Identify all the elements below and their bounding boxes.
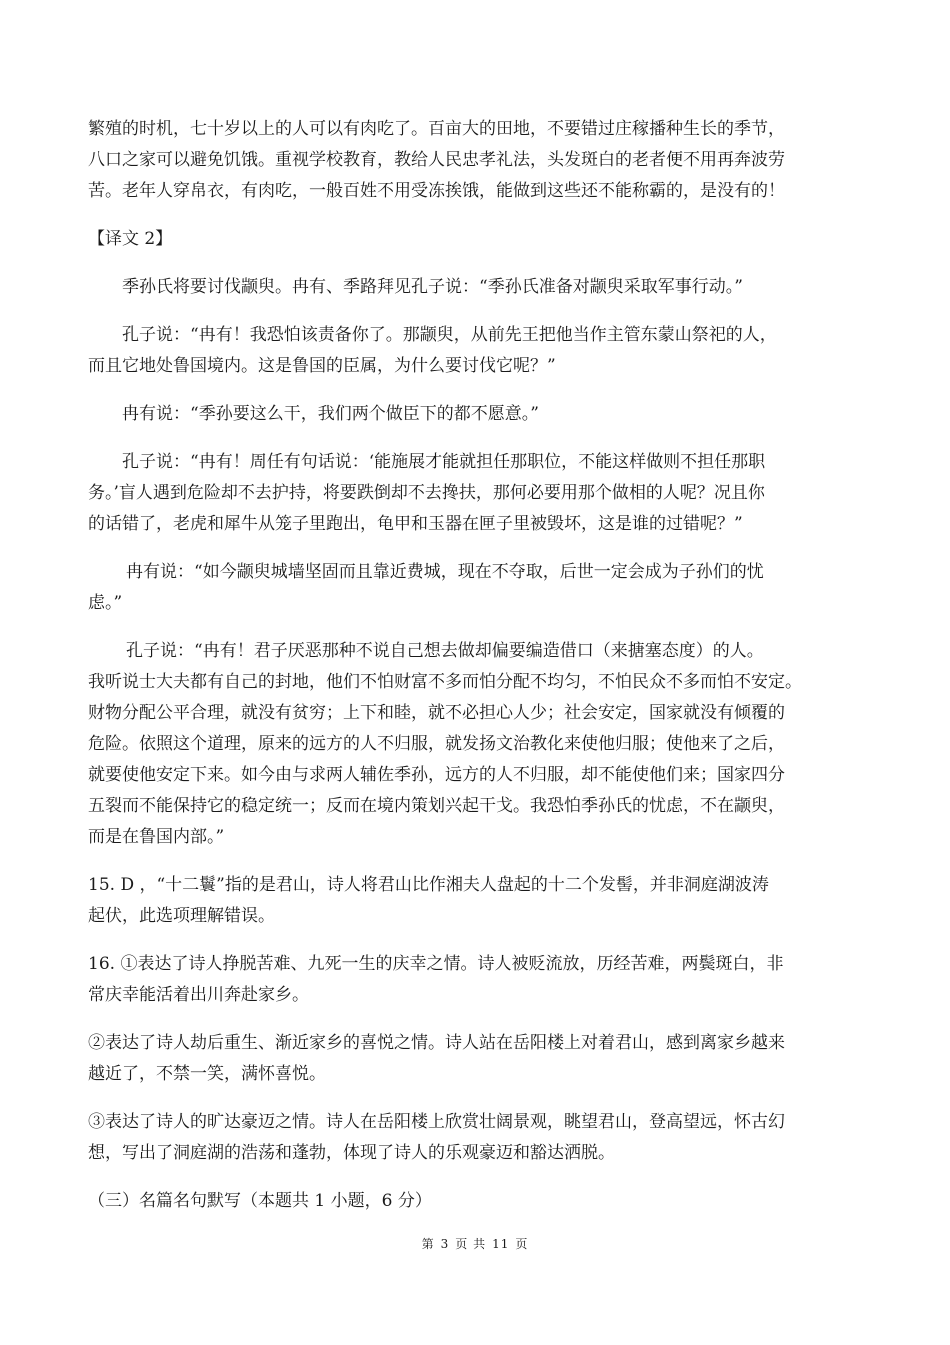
page-footer <box>0 1235 950 1252</box>
text-line: 越近了，不禁一笑，满怀喜悦。 <box>88 1064 326 1084</box>
paragraph-confucius-3 <box>88 636 864 853</box>
text-line: 财物分配公平合理，就没有贫穷；上下和睦，就不必担心人少；社会安定，国家就没有倾覆的 <box>88 703 785 723</box>
page-content <box>88 114 864 1217</box>
footer-mid: 页 共 <box>455 1237 487 1251</box>
text-line: ②表达了诗人劫后重生、渐近家乡的喜悦之情。诗人站在岳阳楼上对着君山，感到离家乡越来 <box>88 1033 785 1053</box>
current-page-number: 3 <box>440 1237 450 1251</box>
paragraph-line: 冉有说：“季孙要这么干，我们两个做臣下的都不愿意。” <box>122 404 539 424</box>
text-line: 八口之家可以避免饥饿。重视学校教育，教给人民忠孝礼法，头发斑白的老者便不用再奔波劳 <box>88 150 785 170</box>
paragraph-line: 季孙氏将要讨伐颛臾。冉有、季路拜见孔子说：“季孙氏准备对颛臾采取军事行动。” <box>122 277 743 297</box>
text-line: 繁殖的时机，七十岁以上的人可以有肉吃了。百亩大的田地，不要错过庄稼播种生长的季节， <box>88 119 785 139</box>
text-line: 15. D ，“十二鬟”指的是君山，诗人将君山比作湘夫人盘起的十二个发髻，并非洞庭湖波涛 <box>88 875 769 895</box>
answer-15 <box>88 870 864 932</box>
text-line: 冉有说：“如今颛臾城墙坚固而且靠近费城，现在不夺取，后世一定会成为子孙们的忧 <box>126 562 764 582</box>
text-line: 的话错了，老虎和犀牛从笼子里跑出，龟甲和玉器在匣子里被毁坏，这是谁的过错呢？” <box>88 514 743 534</box>
text-line: 孔子说：“冉有！君子厌恶那种不说自己想去做却偏要编造借口（来搪塞态度）的人。 <box>126 641 764 661</box>
text-line: 孔子说：“冉有！我恐怕该责备你了。那颛臾，从前先王把他当作主管东蒙山祭祀的人， <box>122 325 777 345</box>
text-line: 16. ①表达了诗人挣脱苦难、九死一生的庆幸之情。诗人被贬流放，历经苦难，两鬓斑白，非 <box>88 954 784 974</box>
text-line: 我听说士大夫都有自己的封地，他们不怕财富不多而怕分配不均匀，不怕民众不多而怕不安定。 <box>88 672 802 692</box>
paragraph-ranyou-2 <box>88 557 864 619</box>
total-page-number: 11 <box>492 1237 510 1251</box>
footer-suffix: 页 <box>515 1237 529 1251</box>
translation2-label: 【译文 2】 <box>88 229 173 249</box>
text-line: ③表达了诗人的旷达豪迈之情。诗人在岳阳楼上欣赏壮阔景观，眺望君山，登高望远，怀古幻 <box>88 1112 785 1132</box>
text-line: 虑。” <box>88 593 123 613</box>
text-line: 五裂而不能保持它的稳定统一；反而在境内策划兴起干戈。我恐怕季孙氏的忧虑，不在颛臾， <box>88 796 785 816</box>
paragraph-translation1-end <box>88 114 864 207</box>
answer-16-point3 <box>88 1107 864 1169</box>
paragraph-confucius-2 <box>88 447 864 540</box>
text-line: 就要使他安定下来。如今由与求两人辅佐季孙，远方的人不归服，却不能使他们来；国家四分 <box>88 765 785 785</box>
text-line: 起伏，此选项理解错误。 <box>88 906 275 926</box>
text-line: 危险。依照这个道理，原来的远方的人不归服，就发扬文治教化来使他归服；使他来了之后， <box>88 734 785 754</box>
text-line: 孔子说：“冉有！周任有句话说：‘能施展才能就担任那职位，不能这样做则不担任那职 <box>122 452 766 472</box>
answer-16-point1 <box>88 949 864 1011</box>
paragraph-confucius-1 <box>88 320 864 382</box>
text-line: 务。’盲人遇到危险却不去护持，将要跌倒却不去搀扶，那何必要用那个做相的人呢？况且你 <box>88 483 765 503</box>
text-line: 常庆幸能活着出川奔赴家乡。 <box>88 985 309 1005</box>
section-heading-3: （三）名篇名句默写（本题共 1 小题，6 分） <box>88 1191 432 1211</box>
footer-prefix: 第 <box>421 1237 435 1251</box>
text-line: 而且它地处鲁国境内。这是鲁国的臣属，为什么要讨伐它呢？” <box>88 356 556 376</box>
text-line: 想，写出了洞庭湖的浩荡和蓬勃，体现了诗人的乐观豪迈和豁达洒脱。 <box>88 1143 615 1163</box>
text-line: 苦。老年人穿帛衣，有肉吃，一般百姓不用受冻挨饿，能做到这些还不能称霸的，是没有的！ <box>88 181 785 201</box>
answer-16-point2 <box>88 1028 864 1090</box>
text-line: 而是在鲁国内部。” <box>88 827 225 847</box>
